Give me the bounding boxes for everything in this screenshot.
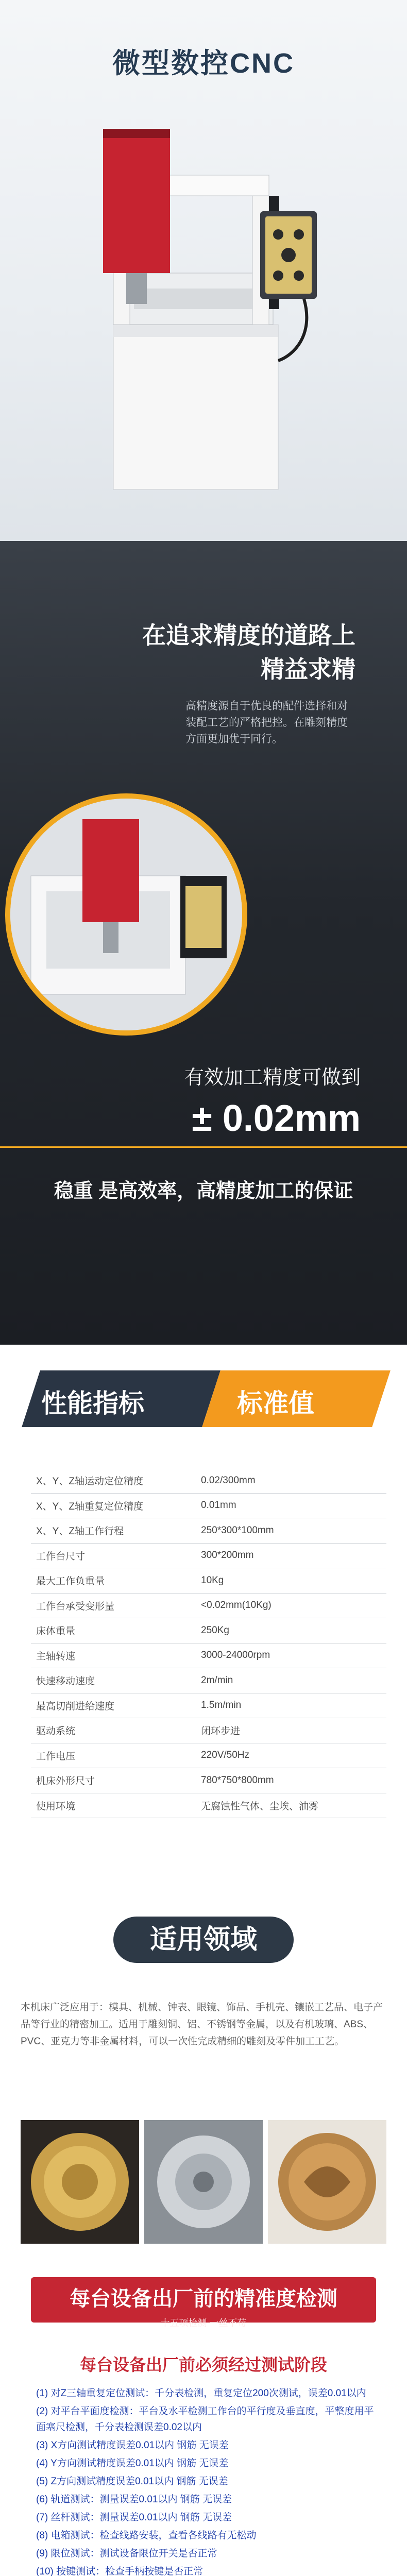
list-item: (4) Y方向测试精度误差0.01以内 钢筋 无误差 bbox=[36, 2458, 229, 2469]
list-item: (5) Z方向测试精度误差0.01以内 钢筋 无误差 bbox=[36, 2476, 228, 2487]
table-row bbox=[31, 1793, 386, 1819]
spec-label: 床体重量 bbox=[36, 1626, 76, 1637]
table-row bbox=[31, 1594, 386, 1619]
spec-value: 780*750*800mm bbox=[201, 1774, 274, 1786]
table-row bbox=[31, 1494, 386, 1519]
sample-image-gold-carving bbox=[21, 2120, 139, 2244]
precision-heading-line1: 在追求精度的道路上 bbox=[142, 622, 355, 649]
spec-label: 最大工作负重量 bbox=[36, 1576, 105, 1587]
spec-label: 工作台尺寸 bbox=[36, 1551, 86, 1562]
list-item: (7) 丝杆测试：测量误差0.01以内 钢筋 无误差 bbox=[36, 2512, 232, 2523]
spec-label: 工作电压 bbox=[36, 1751, 76, 1762]
spec-label: 使用环境 bbox=[36, 1801, 76, 1812]
spec-value: 10Kg bbox=[201, 1574, 224, 1586]
spec-value: 闭环步进 bbox=[201, 1726, 241, 1737]
cnc-machine-image bbox=[82, 118, 325, 495]
table-row bbox=[31, 1693, 386, 1719]
spec-value: 2m/min bbox=[201, 1674, 233, 1686]
precision-heading bbox=[142, 618, 355, 686]
spec-value: 250*300*100mm bbox=[201, 1524, 274, 1536]
spec-value: 250Kg bbox=[201, 1624, 229, 1636]
table-row bbox=[31, 1618, 386, 1643]
spec-value: 无腐蚀性气体、尘埃、油雾 bbox=[201, 1801, 319, 1812]
spec-label: X、Y、Z轴运动定位精度 bbox=[36, 1476, 143, 1487]
spec-label: 最高切削进给速度 bbox=[36, 1701, 115, 1712]
application-gallery bbox=[21, 2120, 386, 2244]
spec-label: 驱动系统 bbox=[36, 1726, 76, 1737]
precision-slogan: 稳重 是高效率，高精度加工的保证 bbox=[54, 1180, 353, 1202]
table-row bbox=[31, 1544, 386, 1569]
precision-heading-line2: 精益求精 bbox=[261, 656, 355, 683]
spec-label: 机床外形尺寸 bbox=[36, 1776, 95, 1787]
test-list bbox=[36, 2385, 376, 2576]
table-row bbox=[31, 1718, 386, 1743]
hero-section bbox=[0, 0, 407, 541]
test-sub-title: 每台设备出厂前必须经过测试阶段 bbox=[79, 2355, 327, 2374]
spec-value: 1.5m/min bbox=[201, 1700, 242, 1711]
sample-image-copper-coin bbox=[268, 2120, 386, 2244]
list-item: (8) 电箱测试：检查线路安装，查看各线路有无松动 bbox=[36, 2530, 257, 2541]
divider-line bbox=[0, 1146, 407, 1148]
list-item: (1) 对Z三轴重复定位测试：千分表检测，重复定位200次测试，误差0.01以内 bbox=[36, 2388, 366, 2399]
table-row bbox=[31, 1518, 386, 1544]
test-banner-subtitle: 十五项检测 一丝不苟 bbox=[160, 2318, 247, 2328]
list-item: (6) 轨道测试：测量误差0.01以内 钢筋 无误差 bbox=[36, 2494, 232, 2505]
spec-value: 300*200mm bbox=[201, 1550, 254, 1561]
spec-label: X、Y、Z轴工作行程 bbox=[36, 1526, 124, 1537]
application-title: 适用领域 bbox=[113, 1917, 294, 1963]
list-item: (3) X方向测试精度误差0.01以内 钢筋 无误差 bbox=[36, 2440, 229, 2451]
spec-banner-left-label: 性能指标 bbox=[41, 1389, 144, 1418]
list-item: (2) 对平台平面度检测：平台及水平检测工作台的平行度及垂直度，平整度用平面塞尺检测，千分表检测误差0.02以内 bbox=[36, 2406, 374, 2433]
table-row bbox=[31, 1768, 386, 1793]
table-row bbox=[31, 1743, 386, 1769]
application-text: 本机床广泛应用于：模具、机械、钟表、眼镜、饰品、手机壳、镶嵌工艺品、电子产品等行业的精密加工。适用于雕刻铜、铝、不锈钢等金属，以及有机玻璃、ABS、PVC、亚克力等非金属材料，可以一次性完成精细的雕刻及零件加工工艺。 bbox=[21, 2002, 383, 2047]
precision-closeup-image bbox=[5, 793, 247, 1036]
spec-table bbox=[31, 1468, 386, 1818]
list-item: (10) 按键测试：检查手柄按键是否正常 bbox=[36, 2566, 204, 2576]
test-banner bbox=[31, 2277, 376, 2328]
spec-value: <0.02mm(10Kg) bbox=[201, 1600, 272, 1611]
spec-value: 0.02/300mm bbox=[201, 1475, 256, 1486]
table-row bbox=[31, 1568, 386, 1594]
spec-label: X、Y、Z轴重复定位精度 bbox=[36, 1501, 143, 1512]
spec-label: 快速移动速度 bbox=[36, 1676, 95, 1687]
test-banner-title: 每台设备出厂前的精准度检测 bbox=[70, 2287, 337, 2310]
precision-section bbox=[0, 541, 407, 1345]
spec-value: 220V/50Hz bbox=[201, 1750, 250, 1761]
spec-value: 0.01mm bbox=[201, 1500, 236, 1511]
spec-label: 工作台承受变形量 bbox=[36, 1601, 115, 1612]
precision-description: 高精度源自于优良的配件选择和对装配工艺的严格把控。在雕刻精度方面更加优于同行。 bbox=[185, 700, 348, 745]
table-row bbox=[31, 1468, 386, 1494]
hero-title: 微型数控CNC bbox=[112, 48, 295, 79]
spec-value: 3000-24000rpm bbox=[201, 1650, 270, 1661]
accuracy-value: ± 0.02mm bbox=[192, 1098, 361, 1139]
sample-image-metal-part bbox=[144, 2120, 263, 2244]
spec-banner bbox=[0, 1345, 407, 1448]
spec-label: 主轴转速 bbox=[36, 1651, 76, 1662]
spec-banner-right-label: 标准值 bbox=[237, 1389, 314, 1418]
accuracy-caption: 有效加工精度可做到 bbox=[184, 1067, 361, 1089]
table-row bbox=[31, 1668, 386, 1693]
list-item: (9) 限位测试：测试设备限位开关是否正常 bbox=[36, 2548, 217, 2559]
table-row bbox=[31, 1643, 386, 1669]
